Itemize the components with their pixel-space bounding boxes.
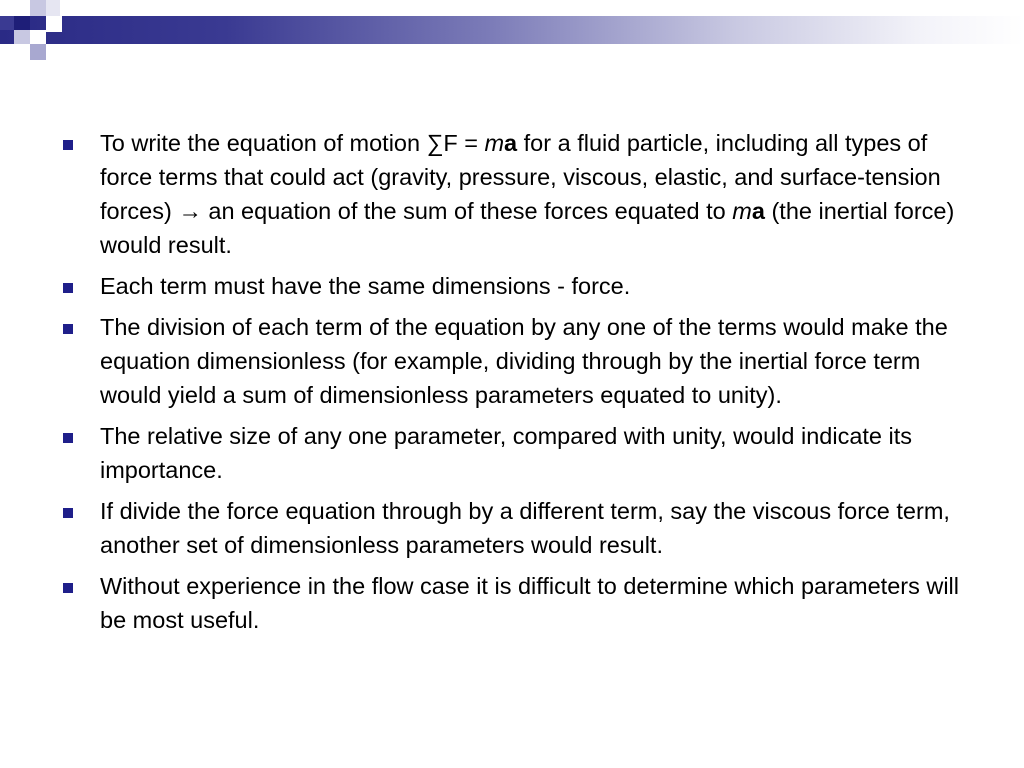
bullet-text: To write the equation of motion ∑F = ma for a fluid particle, including all types of force terms that could act (gravity, pressure, viscous, elastic, and surface-tension forces) → an equation of the sum of these forces equated to ma (the inertial force) would result. [100, 130, 955, 258]
bullet-item [60, 310, 980, 412]
decor-square [30, 30, 46, 44]
right-arrow-icon: → [178, 198, 202, 224]
header-gradient-band [0, 16, 1024, 44]
bullet-item [60, 269, 980, 303]
math-a: a [504, 130, 518, 156]
decor-square [14, 16, 30, 30]
square-bullet-icon [63, 283, 73, 293]
square-bullet-icon [63, 508, 73, 518]
slide-body [60, 126, 980, 644]
square-bullet-icon [63, 140, 73, 150]
math-a: a [751, 198, 765, 224]
square-bullet-icon [63, 583, 73, 593]
math-m: m [484, 130, 505, 156]
bullet-text: The relative size of any one parameter, compared with unity, would indicate its importance. [100, 423, 913, 483]
math-m: m [732, 198, 752, 224]
bullet-item [60, 419, 980, 487]
decor-square [0, 0, 14, 16]
bullet-item [60, 569, 980, 637]
bullet-text: The division of each term of the equation by any one of the terms would make the equation dimensionless (for example, dividing through by the inertial force term would yield a sum of dimensionless parameters equated to unity). [100, 314, 948, 408]
decor-square [30, 0, 46, 16]
decor-square [30, 44, 46, 60]
decor-square [46, 0, 60, 16]
bullet-text: Without experience in the flow case it is difficult to determine which parameters will be most useful. [100, 573, 960, 633]
bullet-text: Each term must have the same dimensions - force. [100, 273, 631, 299]
bullet-item [60, 126, 980, 262]
square-bullet-icon [63, 433, 73, 443]
decor-square [0, 16, 14, 30]
decor-square [14, 30, 30, 44]
decor-square [46, 16, 62, 32]
bullet-item [60, 494, 980, 562]
square-bullet-icon [63, 324, 73, 334]
bullet-text: If divide the force equation through by a different term, say the viscous force term, another set of dimensionless parameters would result. [100, 498, 950, 558]
bullet-list [60, 126, 980, 637]
